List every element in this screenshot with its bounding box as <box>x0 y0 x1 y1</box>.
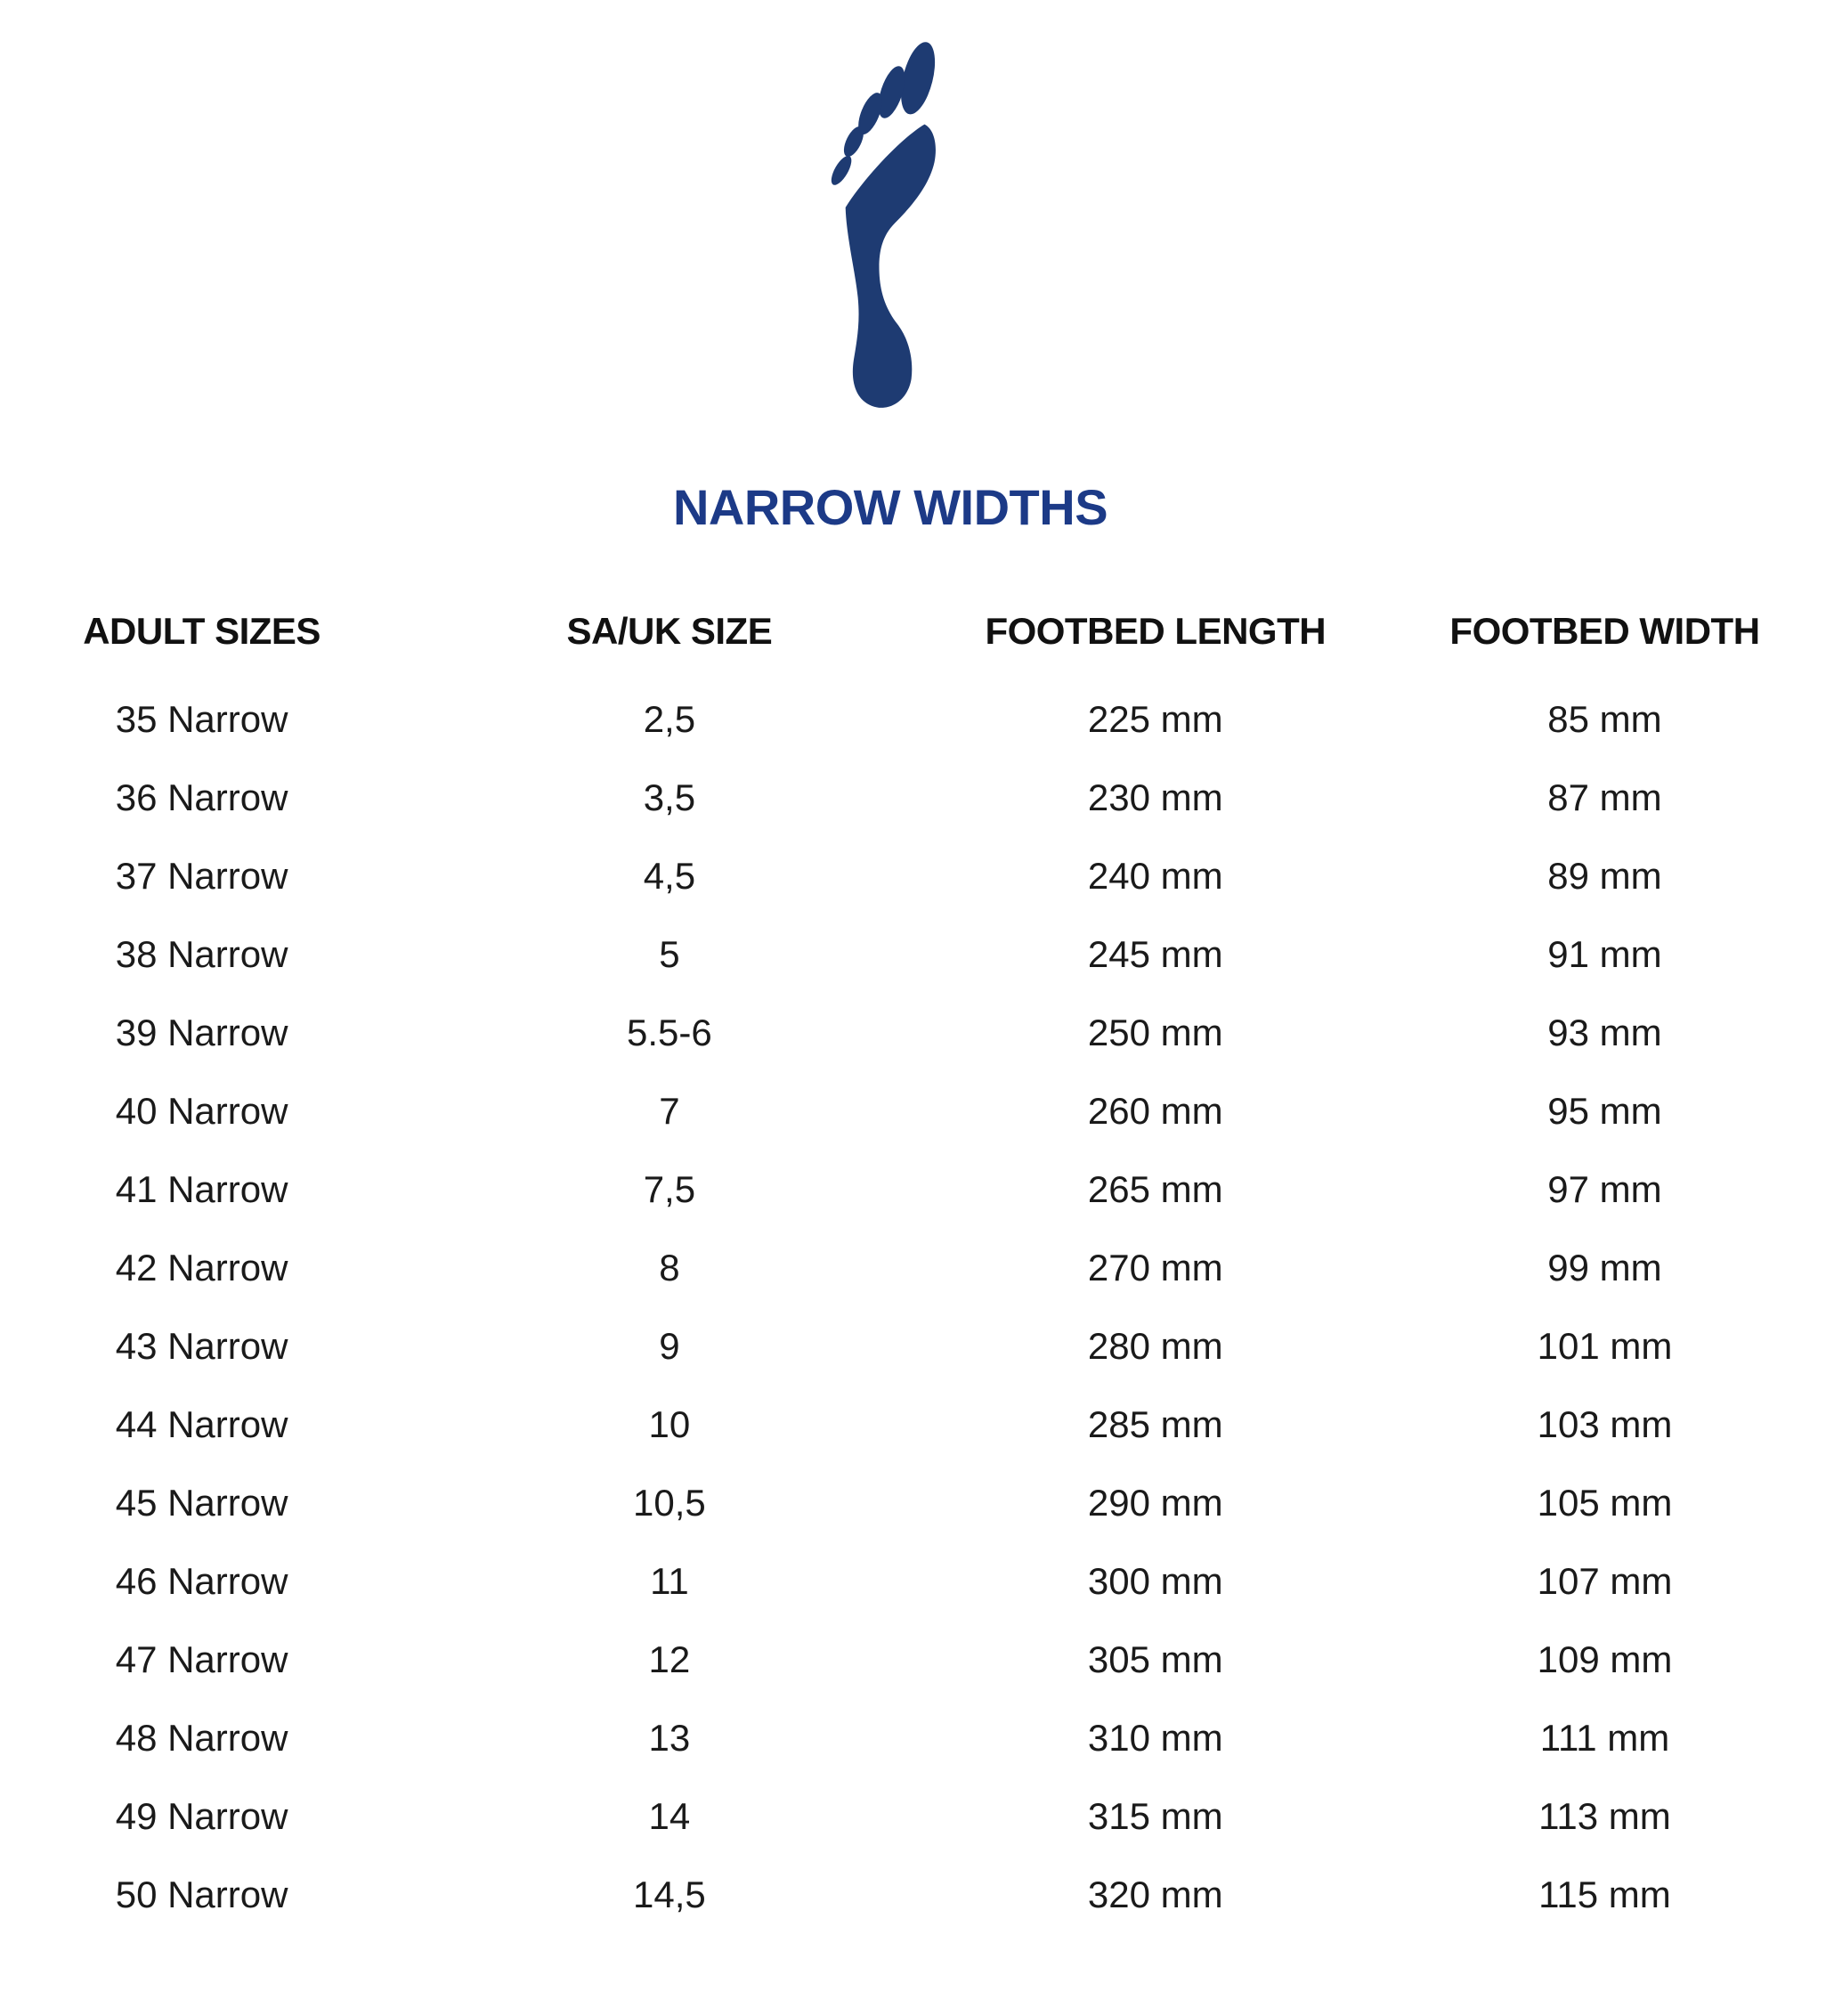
cell-sa-uk-size: 12 <box>648 1638 691 1680</box>
table-row <box>0 1464 1834 1542</box>
cell-footbed-length: 225 mm <box>1087 698 1223 740</box>
cell-footbed-width: 89 mm <box>1547 855 1662 897</box>
cell-footbed-length: 300 mm <box>1087 1560 1223 1602</box>
cell-footbed-width: 87 mm <box>1547 776 1662 818</box>
cell-footbed-length: 320 mm <box>1087 1874 1223 1915</box>
table-row <box>0 680 1834 759</box>
header-footbed-width: FOOTBED WIDTH <box>1449 610 1760 652</box>
header-sa-uk-size: SA/UK SIZE <box>566 610 773 652</box>
cell-footbed-width: 91 mm <box>1547 933 1662 975</box>
cell-adult-size: 49 Narrow <box>115 1795 288 1837</box>
cell-footbed-width: 109 mm <box>1537 1638 1673 1680</box>
cell-sa-uk-size: 14,5 <box>633 1874 706 1915</box>
cell-adult-size: 41 Narrow <box>115 1168 288 1210</box>
cell-footbed-length: 305 mm <box>1087 1638 1223 1680</box>
cell-adult-size: 38 Narrow <box>115 933 288 975</box>
cell-adult-size: 37 Narrow <box>115 855 288 897</box>
cell-sa-uk-size: 10 <box>648 1403 691 1445</box>
cell-adult-size: 46 Narrow <box>115 1560 288 1602</box>
cell-adult-size: 39 Narrow <box>115 1012 288 1053</box>
cell-adult-size: 50 Narrow <box>115 1874 288 1915</box>
cell-adult-size: 44 Narrow <box>115 1403 288 1445</box>
header-adult-sizes: ADULT SIZES <box>83 610 321 652</box>
table-header-row <box>0 582 1834 680</box>
table-row <box>0 1699 1834 1777</box>
cell-footbed-length: 230 mm <box>1087 776 1223 818</box>
table-row <box>0 1229 1834 1307</box>
cell-sa-uk-size: 5 <box>659 933 680 975</box>
header-footbed-length: FOOTBED LENGTH <box>985 610 1327 652</box>
table-row <box>0 915 1834 994</box>
size-table <box>0 582 1834 1934</box>
footprint-icon <box>828 32 944 415</box>
cell-footbed-width: 113 mm <box>1538 1795 1671 1837</box>
table-row <box>0 1386 1834 1464</box>
table-row <box>0 1621 1834 1699</box>
cell-footbed-width: 101 mm <box>1537 1325 1673 1367</box>
table-row <box>0 1777 1834 1856</box>
cell-footbed-length: 270 mm <box>1087 1247 1223 1288</box>
size-table-body <box>0 680 1834 1934</box>
cell-footbed-length: 265 mm <box>1087 1168 1223 1210</box>
cell-footbed-width: 99 mm <box>1547 1247 1662 1288</box>
cell-footbed-width: 85 mm <box>1547 698 1662 740</box>
cell-footbed-width: 103 mm <box>1537 1403 1673 1445</box>
cell-adult-size: 35 Narrow <box>115 698 288 740</box>
cell-footbed-width: 97 mm <box>1547 1168 1662 1210</box>
cell-footbed-length: 290 mm <box>1087 1482 1223 1524</box>
cell-footbed-length: 280 mm <box>1087 1325 1223 1367</box>
cell-sa-uk-size: 9 <box>659 1325 680 1367</box>
cell-footbed-width: 111 mm <box>1539 1717 1670 1759</box>
table-row <box>0 1150 1834 1229</box>
cell-sa-uk-size: 3,5 <box>643 776 696 818</box>
table-row <box>0 1072 1834 1150</box>
cell-adult-size: 45 Narrow <box>115 1482 288 1524</box>
cell-footbed-length: 310 mm <box>1087 1717 1223 1759</box>
cell-footbed-length: 260 mm <box>1087 1090 1223 1132</box>
table-row <box>0 994 1834 1072</box>
logo-area <box>0 0 1834 415</box>
cell-adult-size: 47 Narrow <box>115 1638 288 1680</box>
table-row <box>0 837 1834 915</box>
cell-adult-size: 40 Narrow <box>115 1090 288 1132</box>
table-row <box>0 1542 1834 1621</box>
cell-sa-uk-size: 13 <box>648 1717 691 1759</box>
cell-sa-uk-size: 2,5 <box>643 698 696 740</box>
cell-sa-uk-size: 8 <box>659 1247 680 1288</box>
cell-footbed-length: 285 mm <box>1087 1403 1223 1445</box>
cell-sa-uk-size: 11 <box>650 1560 689 1602</box>
cell-footbed-length: 315 mm <box>1087 1795 1223 1837</box>
cell-sa-uk-size: 5.5-6 <box>627 1012 712 1053</box>
cell-adult-size: 48 Narrow <box>115 1717 288 1759</box>
cell-sa-uk-size: 4,5 <box>643 855 696 897</box>
cell-sa-uk-size: 7 <box>659 1090 680 1132</box>
cell-footbed-width: 95 mm <box>1547 1090 1662 1132</box>
cell-adult-size: 42 Narrow <box>115 1247 288 1288</box>
cell-adult-size: 43 Narrow <box>115 1325 288 1367</box>
cell-footbed-length: 245 mm <box>1087 933 1223 975</box>
cell-footbed-width: 115 mm <box>1538 1874 1671 1915</box>
cell-adult-size: 36 Narrow <box>115 776 288 818</box>
cell-footbed-length: 250 mm <box>1087 1012 1223 1053</box>
table-row <box>0 1307 1834 1386</box>
cell-footbed-width: 107 mm <box>1537 1560 1673 1602</box>
cell-footbed-length: 240 mm <box>1087 855 1223 897</box>
cell-footbed-width: 105 mm <box>1537 1482 1673 1524</box>
table-row <box>0 759 1834 837</box>
cell-footbed-width: 93 mm <box>1547 1012 1662 1053</box>
page-title: NARROW WIDTHS <box>672 479 1108 535</box>
cell-sa-uk-size: 14 <box>648 1795 691 1837</box>
cell-sa-uk-size: 7,5 <box>643 1168 696 1210</box>
table-row <box>0 1856 1834 1934</box>
cell-sa-uk-size: 10,5 <box>633 1482 706 1524</box>
